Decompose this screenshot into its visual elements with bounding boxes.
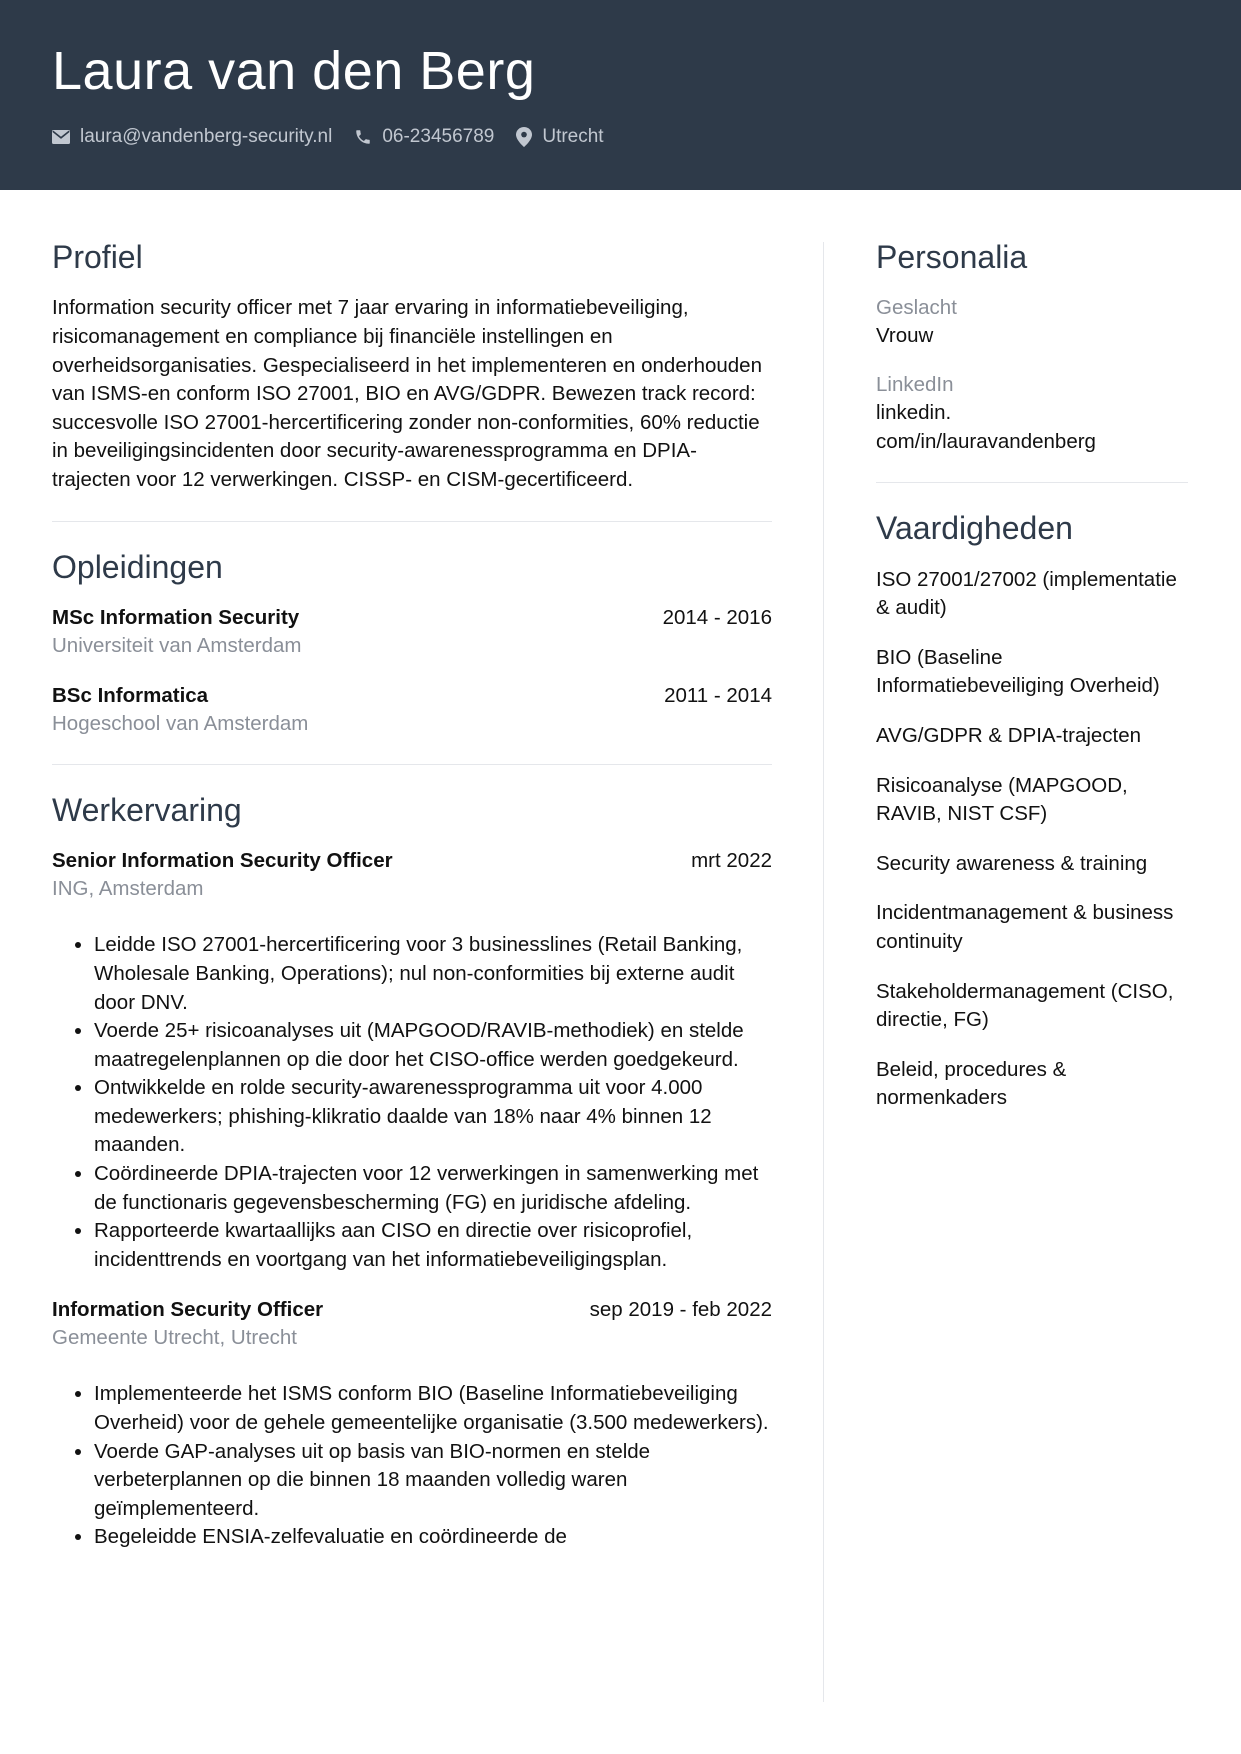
education-entry (52, 604, 772, 660)
list-item: • Rapporteerde kwartaallijks aan CISO en directie over risicoprofiel, incidenttrends en voortgang van het informatiebeveiligingsplan. (94, 1217, 772, 1274)
degree: MSc Information Security (52, 605, 300, 629)
column-divider (823, 242, 824, 1702)
education-dates: 2011 - 2014 (664, 683, 772, 707)
contact-phone[interactable] (354, 126, 494, 148)
profile-text: Information security officer met 7 jaar ervaring in informatiebeveiliging, risicomanagement en compliance bij financiële instellingen en overheidsorganisaties. Gespecialiseerd in het implementeren en onderhouden van ISMS-en conform ISO 27001, BIO en AVG/GDPR. Bewezen track record: succesvolle ISO 27001-hercertificering zonder non-conformities, 60% reductie in beveiligingsincidenten door security-awarenessprogramma en DPIA-trajecten voor 12 verwerkingen. CISSP- en CISM-gecertificeerd. (52, 296, 762, 491)
job-dates: sep 2019 - feb 2022 (589, 1298, 772, 1322)
linkedin-url-line1[interactable]: linkedin. (876, 400, 952, 424)
map-pin-icon (516, 127, 532, 147)
email-text: laura@vandenberg-security.nl (80, 126, 333, 147)
linkedin-label: LinkedIn (876, 372, 954, 396)
gender-label: Geslacht (876, 296, 957, 320)
skills-title: Vaardigheden (876, 510, 1073, 547)
profile-title: Profiel (52, 239, 143, 275)
contact-email[interactable] (52, 126, 332, 148)
education-section (52, 548, 772, 738)
list-item: • Begeleidde ENSIA-zelfevaluatie en coördineerde de (94, 1523, 772, 1552)
candidate-name: Laura van den Berg (52, 41, 536, 101)
education-title: Opleidingen (52, 548, 223, 585)
job-entry (52, 847, 772, 1274)
envelope-icon (52, 130, 70, 144)
contact-location (516, 126, 603, 148)
phone-text: 06-23456789 (382, 126, 495, 147)
main-column (52, 238, 772, 1574)
linkedin-field (876, 371, 1188, 456)
experience-title: Werkervaring (52, 791, 242, 828)
skill-item: Security awareness & training (876, 851, 1148, 875)
education-entry (52, 682, 772, 738)
gender-field (876, 294, 1188, 351)
job-bullets (52, 1380, 772, 1552)
list-item: • Voerde 25+ risicoanalyses uit (MAPGOOD/RAVIB-methodiek) en stelde maatregelenplannen op die door het CISO-office werden goedgekeurd. (94, 1017, 772, 1074)
divider (876, 482, 1188, 483)
phone-icon (354, 128, 372, 146)
skill-item: Risicoanalyse (MAPGOOD, RAVIB, NIST CSF) (876, 773, 1128, 826)
personalia-title: Personalia (876, 239, 1028, 275)
skill-item: BIO (Baseline Informatiebeveiliging Overheid) (876, 645, 1160, 698)
skills-section (876, 509, 1188, 1113)
job-role: Information Security Officer (52, 1298, 324, 1322)
school: Universiteit van Amsterdam (52, 633, 302, 657)
job-role: Senior Information Security Officer (52, 849, 393, 873)
experience-section (52, 791, 772, 1552)
skill-item: Beleid, procedures & normenkaders (876, 1057, 1067, 1110)
list-item: • Voerde GAP-analyses uit op basis van BIO-normen en stelde verbeterplannen op die binnen 18 maanden volledig waren geïmplementeerd. (94, 1438, 772, 1524)
degree: BSc Informatica (52, 683, 209, 707)
divider (52, 521, 772, 522)
job-entry (52, 1296, 772, 1552)
skill-item: Stakeholdermanagement (CISO, directie, FG) (876, 979, 1174, 1032)
skill-item: AVG/GDPR & DPIA-trajecten (876, 723, 1142, 747)
job-bullets (52, 931, 772, 1274)
linkedin-url-line2[interactable]: com/in/lauravandenberg (876, 429, 1096, 453)
skill-item: ISO 27001/27002 (implementatie & audit) (876, 567, 1177, 620)
profile-section (52, 238, 772, 495)
divider (52, 764, 772, 765)
location-text: Utrecht (542, 126, 604, 147)
contact-bar (52, 122, 626, 152)
list-item: • Ontwikkelde en rolde security-awarenessprogramma uit voor 4.000 medewerkers; phishing-klikratio daalde van 18% naar 4% binnen 12 maanden. (94, 1074, 772, 1160)
header (0, 0, 1241, 190)
sidebar-column (876, 238, 1188, 1134)
job-dates: mrt 2022 (691, 849, 772, 873)
school: Hogeschool van Amsterdam (52, 711, 309, 735)
job-company: Gemeente Utrecht, Utrecht (52, 1326, 297, 1350)
job-company: ING, Amsterdam (52, 877, 204, 901)
list-item: • Implementeerde het ISMS conform BIO (Baseline Informatiebeveiliging Overheid) voor de gehele gemeentelijke organisatie (3.500 medewerkers). (94, 1380, 772, 1437)
gender-value: Vrouw (876, 324, 934, 348)
list-item: • Leidde ISO 27001-hercertificering voor 3 businesslines (Retail Banking, Wholesale Banking, Operations); nul non-conformities bij externe audit door DNV. (94, 931, 772, 1017)
skill-item: Incidentmanagement & business continuity (876, 901, 1174, 953)
education-dates: 2014 - 2016 (662, 605, 772, 629)
list-item: • Coördineerde DPIA-trajecten voor 12 verwerkingen in samenwerking met de functionaris gegevensbescherming (FG) en juridische afdeling. (94, 1160, 772, 1217)
personalia-section (876, 238, 1188, 456)
